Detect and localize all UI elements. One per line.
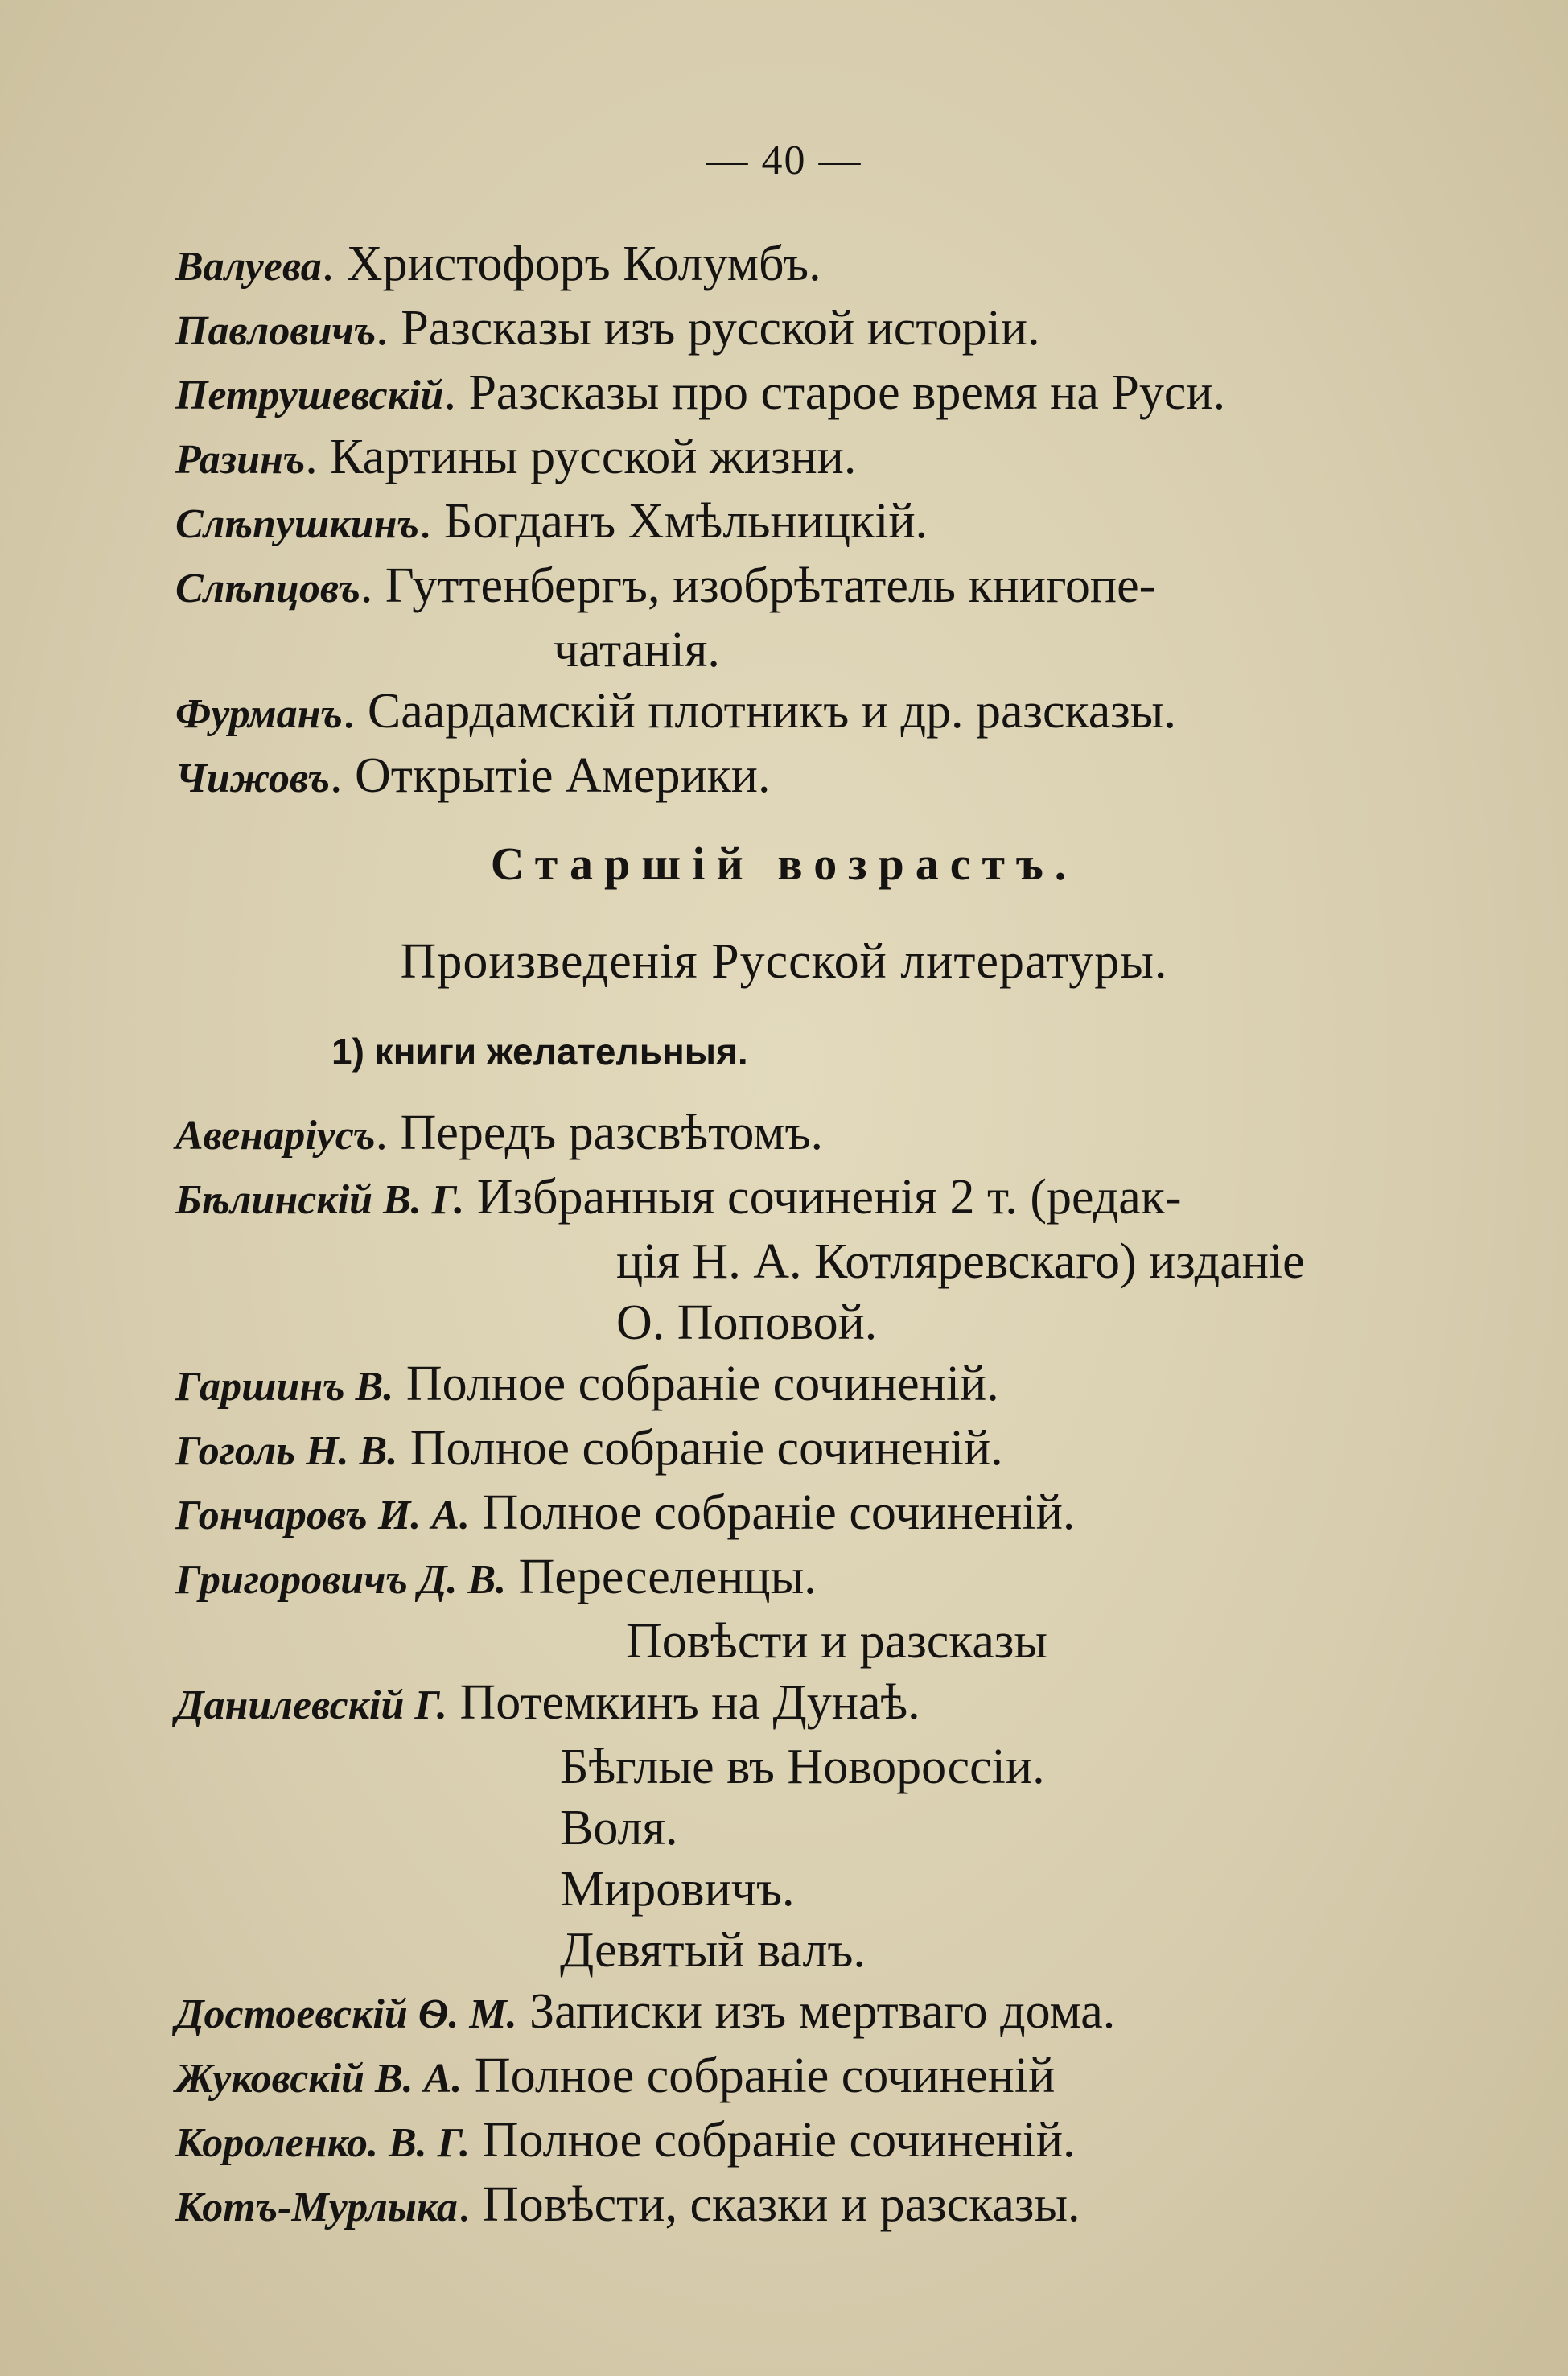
entry-author: Достоевскій Ѳ. М. [175,1991,517,2037]
list-item [175,1167,1496,1231]
entry-author: Валуева [175,244,322,290]
entry-author: Данилевскій Г. [175,1682,447,1728]
entry-title: . Саардамскій плотникъ и др. разсказы. [342,684,1176,739]
entry-title: Избранныя сочиненія 2 т. (редак- [464,1170,1182,1225]
entry-title: . Передъ разсвѣтомъ. [375,1106,824,1160]
list-item [175,1102,1496,1167]
entry-title: . Разсказы изъ русской исторіи. [376,301,1040,356]
list-item [175,426,1496,491]
entry-author: Павловичъ [175,308,377,354]
entry-title: Переселенцы. [506,1550,817,1604]
list-item [175,745,1496,809]
entry-author: Гоголь Н. В. [175,1428,398,1474]
list-item [175,362,1496,426]
entries-main-list [175,1102,1496,2238]
entries-top-list [175,233,1496,809]
entry-continuation: Повѣсти и разсказы [626,1614,1048,1669]
list-item [175,2174,1496,2238]
entry-continuation: Мировичъ. [560,1862,795,1917]
entry-title: . Открытіе Америки. [329,748,771,803]
entry-title: . Повѣсти, сказки и разсказы. [457,2177,1080,2232]
list-item [175,2045,1496,2110]
list-item [175,1672,1496,1736]
list-item [175,1981,1496,2045]
entry-author: Бѣлинскій В. Г. [175,1177,465,1223]
entry-title: Полное собраніе сочиненій [462,2049,1056,2103]
entry-author: Фурманъ [175,691,343,737]
entry-author: Разинъ [175,437,306,483]
entry-author: Жуковскій В. А. [175,2056,463,2102]
list-item [175,1482,1496,1546]
entry-continuation: ція Н. А. Котляревскаго) изданіе [616,1234,1305,1289]
entry-author: Слѣпцовъ [175,566,360,612]
entry-title: Полное собраніе сочиненій. [469,1485,1076,1540]
entry-continuation: Бѣглые въ Новороссіи. [560,1740,1045,1794]
entry-title: . Картины русской жизни. [305,430,857,484]
page-number: — 40 — [706,138,862,183]
list-item [175,555,1496,620]
entry-title: . Гуттенбергъ, изобрѣтатель книгопе- [360,558,1156,613]
entry-continuation: Воля. [560,1801,678,1855]
entry-title: Полное собраніе сочиненій. [397,1421,1003,1476]
entry-author: Гаршинъ В. [175,1364,394,1410]
list-item [175,491,1496,555]
entry-title: . Разсказы про старое время на Руси. [443,365,1226,420]
entry-title: Полное собраніе сочиненій. [393,1357,999,1411]
entry-author: Котъ-Мурлыка [175,2185,458,2230]
entry-continuation: чатанія. [554,623,720,677]
entry-title: Записки изъ мертваго дома. [516,1984,1116,2039]
list-item [175,681,1496,745]
entry-author: Григоровичъ Д. В. [175,1557,507,1603]
entry-continuation: Девятый валъ. [560,1923,866,1978]
list-item [175,1546,1496,1611]
list-item [175,2110,1496,2174]
entry-author: Слѣпушкинъ [175,501,419,547]
section-heading: Старшій возрастъ. [490,838,1078,890]
list-item [175,1353,1496,1418]
entry-author: Авенаріусъ [175,1113,376,1159]
list-item [175,233,1496,298]
entry-author: Чижовъ [175,756,330,801]
section-subheading: Произведенія Русской литературы. [400,934,1168,989]
entry-title: . Христофоръ Колумбъ. [321,237,821,291]
entry-title: . Богданъ Хмѣльницкій. [418,494,928,549]
entry-author: Гончаровъ И. А. [175,1493,470,1538]
list-heading: 1) книги желательныя. [331,1031,748,1073]
list-item [175,1418,1496,1482]
entry-continuation: О. Поповой. [616,1295,878,1350]
entry-title: Потемкинъ на Дунаѣ. [447,1675,920,1730]
list-item [175,298,1496,362]
entry-author: Короленко. В. Г. [175,2120,471,2166]
entry-author: Петрушевскій [175,373,444,418]
entry-title: Полное собраніе сочиненій. [470,2113,1076,2168]
